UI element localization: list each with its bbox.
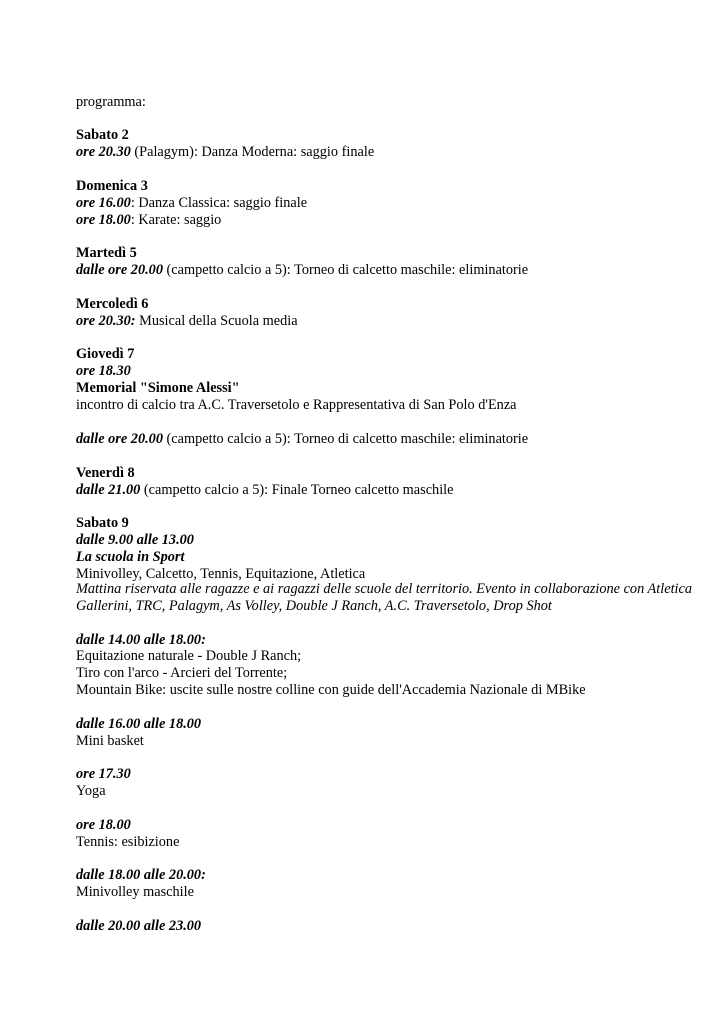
day-title-giovedi-7: Giovedì 7	[76, 346, 135, 362]
schedule-line	[76, 482, 453, 499]
event-text: : Danza Classica: saggio finale	[130, 195, 308, 211]
event-text: (Palagym): Danza Moderna: saggio finale	[130, 144, 375, 160]
schedule-line	[76, 195, 307, 212]
activity-line: Mini basket	[76, 733, 144, 749]
event-note: Mattina riservata alle ragazze e ai ragazzi delle scuole del territorio. Evento in collaborazione con Atletica	[76, 581, 693, 597]
event-text: Musical della Scuola media	[135, 313, 298, 329]
day-title-venerdi-8: Venerdì 8	[76, 465, 135, 481]
time-label: dalle 20.00 alle 23.00	[76, 918, 202, 934]
day-title-sabato-9: Sabato 9	[76, 515, 129, 531]
event-text: (campetto calcio a 5): Finale Torneo calcetto maschile	[140, 482, 454, 498]
activity-line: Minivolley maschile	[76, 884, 194, 900]
schedule-line	[76, 313, 298, 330]
time-label: ore 18.00	[76, 212, 131, 228]
time-label: dalle 21.00	[76, 482, 141, 498]
time-label: ore 18.00	[76, 817, 131, 833]
event-description: incontro di calcio tra A.C. Traversetolo e Rappresentativa di San Polo d'Enza	[76, 397, 517, 413]
time-label: dalle 9.00 alle 13.00	[76, 532, 194, 548]
time-label: ore 16.00	[76, 195, 131, 211]
time-label: dalle 18.00 alle 20.00:	[76, 867, 206, 883]
time-label: dalle ore 20.00	[76, 431, 163, 447]
intro-text: programma:	[76, 94, 146, 110]
event-note: Gallerini, TRC, Palagym, As Volley, Double J Ranch, A.C. Traversetolo, Drop Shot	[76, 598, 552, 614]
schedule-line	[76, 262, 528, 279]
activity-line: Tennis: esibizione	[76, 834, 180, 850]
time-label: ore 20.30:	[76, 313, 136, 329]
day-title-martedi-5: Martedì 5	[76, 245, 137, 261]
day-title-mercoledi-6: Mercoledì 6	[76, 296, 149, 312]
schedule-line	[76, 431, 528, 448]
day-title-domenica-3: Domenica 3	[76, 178, 148, 194]
time-label: dalle 14.00 alle 18.00:	[76, 632, 206, 648]
activity-line: Equitazione naturale - Double J Ranch;	[76, 648, 302, 664]
time-label: ore 20.30	[76, 144, 131, 160]
time-label: ore 18.30	[76, 363, 131, 379]
schedule-line	[76, 144, 374, 161]
event-text: (campetto calcio a 5): Torneo di calcetto maschile: eliminatorie	[162, 262, 529, 278]
activity-line: Mountain Bike: uscite sulle nostre colline con guide dell'Accademia Nazionale di MBike	[76, 682, 586, 698]
activity-line: Tiro con l'arco - Arcieri del Torrente;	[76, 665, 288, 681]
time-label: dalle ore 20.00	[76, 262, 163, 278]
time-label: ore 17.30	[76, 766, 131, 782]
event-title: La scuola in Sport	[76, 549, 185, 565]
schedule-line	[76, 212, 221, 229]
event-text: : Karate: saggio	[130, 212, 222, 228]
sports-list: Minivolley, Calcetto, Tennis, Equitazione, Atletica	[76, 566, 366, 582]
time-label: dalle 16.00 alle 18.00	[76, 716, 202, 732]
activity-line: Yoga	[76, 783, 106, 799]
event-title: Memorial "Simone Alessi"	[76, 380, 240, 396]
day-title-sabato-2: Sabato 2	[76, 127, 129, 143]
event-text: (campetto calcio a 5): Torneo di calcetto maschile: eliminatorie	[162, 431, 529, 447]
